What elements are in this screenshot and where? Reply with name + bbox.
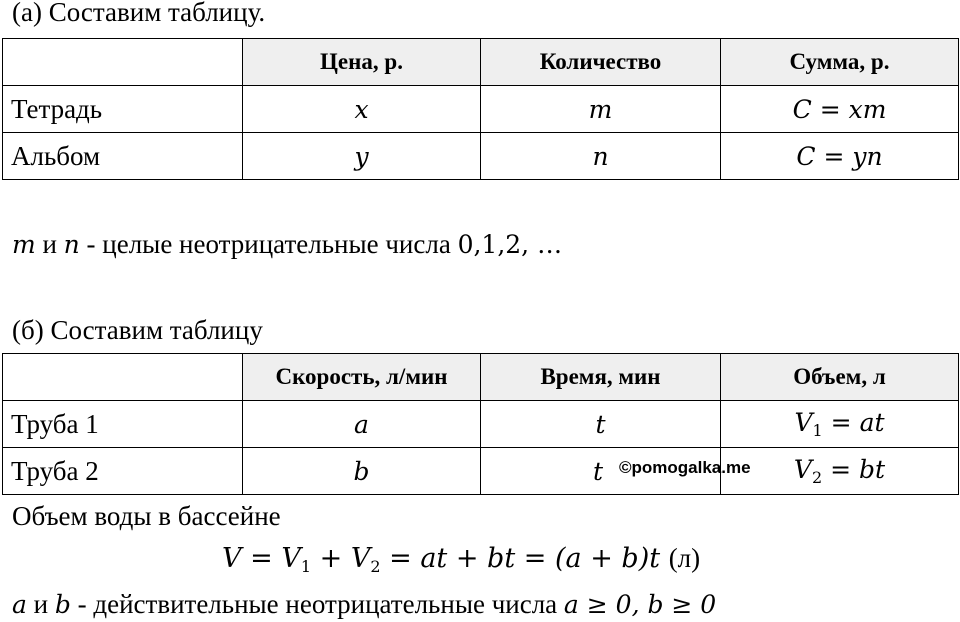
speed-cell: b [243,448,481,495]
header-empty [3,39,243,86]
table-row [3,133,959,180]
part-b-heading: (б) Составим таблицу [12,315,263,345]
volume-formula: $V = V_1 + V_2$ = at + bt = (a + b)t (л) [222,543,701,576]
price-cell: y [243,133,481,180]
sum-cell: C = xm [721,86,959,133]
header-price: Цена, р. [243,39,481,86]
time-cell: t [481,401,721,448]
sum-cell: C = yn [721,133,959,180]
table-b-header [3,354,959,401]
integer-note: m и n - целые неотрицательные числа 0,1,2, … [12,229,563,259]
row-name: Труба 2 [3,448,243,495]
row-name: Труба 1 [3,401,243,448]
table-b [2,353,959,495]
header-volume: Объем, л [721,354,959,401]
quantity-cell: m [481,86,721,133]
table-row [3,401,959,448]
header-empty [3,354,243,401]
row-name: Альбом [3,133,243,180]
table-row [3,448,959,495]
row-name: Тетрадь [3,86,243,133]
quantity-cell: n [481,133,721,180]
header-sum: Сумма, р. [721,39,959,86]
volume-cell: $V_1$ = at [721,401,959,448]
price-cell: x [243,86,481,133]
header-quantity: Количество [481,39,721,86]
table-a [2,38,959,180]
part-a-heading: (а) Составим таблицу. [12,0,266,27]
real-note: a и b - действительные неотрицательные числа a ≥ 0, b ≥ 0 [12,589,717,619]
volume-caption: Объем воды в бассейне [12,501,281,531]
watermark: ©pomogalka.me [619,458,751,477]
table-a-header [3,39,959,86]
volume-cell: $V_2$ = bt [721,448,959,495]
time-cell: t [481,448,721,495]
table-row [3,86,959,133]
header-time: Время, мин [481,354,721,401]
header-speed: Скорость, л/мин [243,354,481,401]
speed-cell: a [243,401,481,448]
